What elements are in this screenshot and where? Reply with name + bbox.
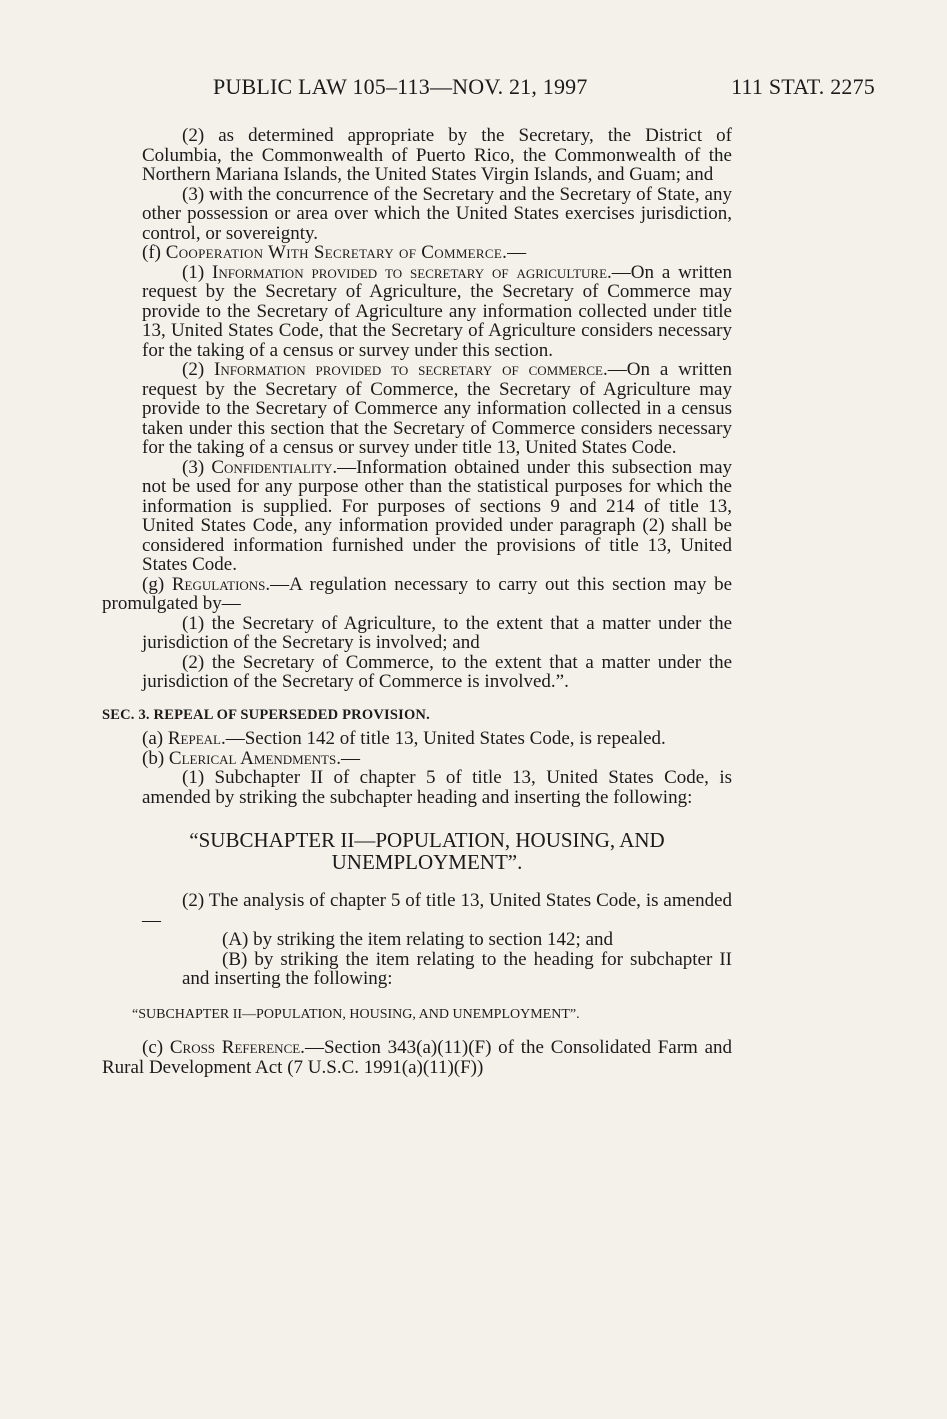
subsection-b-label: (b)	[142, 747, 169, 769]
subsection-g	[102, 575, 732, 614]
subsection-g-heading: Regulations.	[171, 573, 271, 595]
subparagraph-bA: (A) by striking the item relating to section 142; and	[222, 929, 614, 950]
subsection-b	[102, 749, 732, 769]
paragraph-f1-label: (1)	[182, 261, 213, 283]
paragraph-f2-text: —On a written request by the Secretary of Commerce, the Secretary of Agriculture may provide to the Secretary of Commerce any information collected in a census taken under this section that the Secretary of Commerce considers necessary for the taking of a census or survey under title 13, United States Code.	[142, 359, 732, 458]
paragraph-f3	[102, 458, 732, 575]
subsection-f-dash: —	[507, 242, 527, 263]
subsection-c	[102, 1038, 732, 1077]
paragraph-f3-label: (3)	[182, 456, 212, 478]
subsection-f	[102, 243, 732, 263]
subsection-c-text: —Section 343(a)(11)(F) of the Consolidated Farm and Rural Development Act (7 U.S.C. 1991(a)(11)(F))	[102, 1037, 732, 1078]
subsection-a-heading: Repeal.	[167, 728, 226, 749]
subsection-b-heading: Clerical Amendments.	[168, 747, 341, 769]
subsection-a-label: (a)	[142, 728, 168, 749]
paragraph-e2: (2) as determined appropriate by the Secretary, the District of Columbia, the Commonwealth of Puerto Rico, the Commonwealth of the Northern Mariana Islands, the United States Virgin Islands, and Guam; and	[142, 125, 732, 185]
section-3-heading: SEC. 3. REPEAL OF SUPERSEDED PROVISION.	[102, 706, 430, 723]
document-body	[102, 126, 732, 1077]
paragraph-e3: (3) with the concurrence of the Secretary and the Secretary of State, any other possession or area over which the United States exercises jurisdiction, control, or sovereignty.	[142, 183, 732, 244]
subsection-b-dash: —	[340, 747, 360, 769]
subsection-g-text: —A regulation necessary to carry out this section may be promulgated by—	[102, 573, 733, 614]
paragraph-f1	[102, 263, 732, 361]
subparagraph-bB: (B) by striking the item relating to the heading for subchapter II and inserting the following:	[182, 948, 732, 989]
subsection-f-label: (f)	[142, 242, 166, 263]
subchapter-item: “SUBCHAPTER II—POPULATION, HOUSING, AND UNEMPLOYMENT”.	[132, 1006, 580, 1022]
subsection-c-label: (c)	[142, 1037, 170, 1058]
subsection-a	[102, 729, 732, 749]
paragraph-f3-heading: Confidentiality.	[211, 456, 338, 478]
paragraph-f1-heading: Information provided to secretary of agriculture.	[212, 261, 612, 283]
header-stat-page: 111 STAT. 2275	[731, 74, 875, 99]
paragraph-g1: (1) the Secretary of Agriculture, to the extent that a matter under the jurisdiction of the Secretary is involved; and	[142, 612, 732, 653]
paragraph-f1-text: —On a written request by the Secretary of Agriculture, the Secretary of Commerce may provide to the Secretary of Agriculture any information collected under title 13, United States Code, that the Secretary of Agriculture considers necessary for the taking of a census or survey under this section.	[142, 261, 732, 361]
subchapter-heading: “SUBCHAPTER II—POPULATION, HOUSING, AND UNEMPLOYMENT”.	[189, 828, 665, 874]
paragraph-f2	[102, 360, 732, 458]
paragraph-b1: (1) Subchapter II of chapter 5 of title 13, United States Code, is amended by striking the subchapter heading and inserting the following:	[142, 767, 732, 808]
paragraph-b2: (2) The analysis of chapter 5 of title 13, United States Code, is amended—	[142, 890, 732, 931]
subsection-f-heading: Cooperation With Secretary of Commerce.	[165, 242, 508, 263]
subsection-a-text: —Section 142 of title 13, United States Code, is repealed.	[225, 728, 666, 749]
subsection-c-heading: Cross Reference.	[169, 1037, 305, 1058]
paragraph-f2-heading: Information provided to secretary of commerce.	[214, 359, 608, 380]
paragraph-f3-text: —Information obtained under this subsection may not be used for any purpose other than the statistical purposes for which the information is supplied. For purposes of sections 9 and 214 of title 13, United States Code, any information provided under paragraph (2) shall be considered information furnished under the provisions of title 13, United States Code.	[142, 456, 733, 575]
header-citation: PUBLIC LAW 105–113—NOV. 21, 1997	[213, 74, 588, 99]
paragraph-g2: (2) the Secretary of Commerce, to the extent that a matter under the jurisdiction of the Secretary of Commerce is involved.”.	[142, 651, 732, 692]
paragraph-f2-label: (2)	[182, 359, 215, 380]
subsection-g-label: (g)	[142, 573, 172, 595]
